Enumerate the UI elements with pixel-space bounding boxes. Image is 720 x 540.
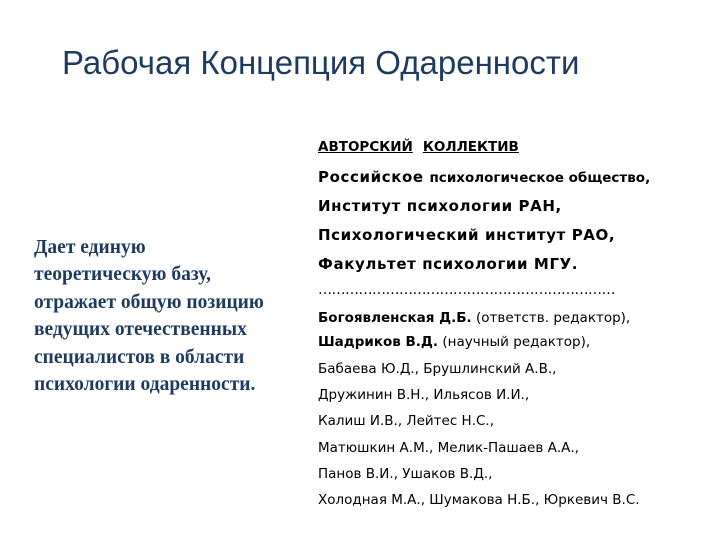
description-line: ведущих отечественных xyxy=(34,319,247,341)
author-line: Калиш И.В., Лейтес Н.С., xyxy=(318,413,494,429)
org-line: Факультет психологии МГУ. xyxy=(318,255,579,273)
authors-heading: АВТОРСКИЙ КОЛЛЕКТИВ xyxy=(318,139,519,155)
author-line: Холодная М.А., Шумакова Н.Б., Юркевич В.С. xyxy=(318,492,640,508)
org-line: Психологический институт РАО, xyxy=(318,226,616,244)
author-line: Матюшкин А.М., Мелик-Пашаев А.А., xyxy=(318,440,579,456)
description-line: отражает общую позицию xyxy=(34,291,264,313)
org-line: Российское психологическое общество, xyxy=(318,168,651,186)
dotted-separator: ………………………………………………………… xyxy=(318,282,615,298)
description-line: Дает единую xyxy=(34,237,146,258)
page-title: Рабочая Концепция Одаренности xyxy=(62,44,580,81)
org-line: Институт психологии РАН, xyxy=(318,197,562,215)
author-line: Панов В.И., Ушаков В.Д., xyxy=(318,466,493,482)
concept-description xyxy=(34,234,314,398)
description-line: психологии одаренности. xyxy=(34,374,256,396)
editor-line: Богоявленская Д.Б. (ответств. редактор), xyxy=(318,310,631,326)
description-line: специалистов в области xyxy=(34,346,245,368)
description-line: теоретическую базу, xyxy=(34,264,211,286)
author-line: Бабаева Ю.Д., Брушлинский А.В., xyxy=(318,361,557,377)
author-line: Дружинин В.Н., Ильясов И.И., xyxy=(318,387,530,403)
editor-line: Шадриков В.Д. (научный редактор), xyxy=(318,334,591,350)
